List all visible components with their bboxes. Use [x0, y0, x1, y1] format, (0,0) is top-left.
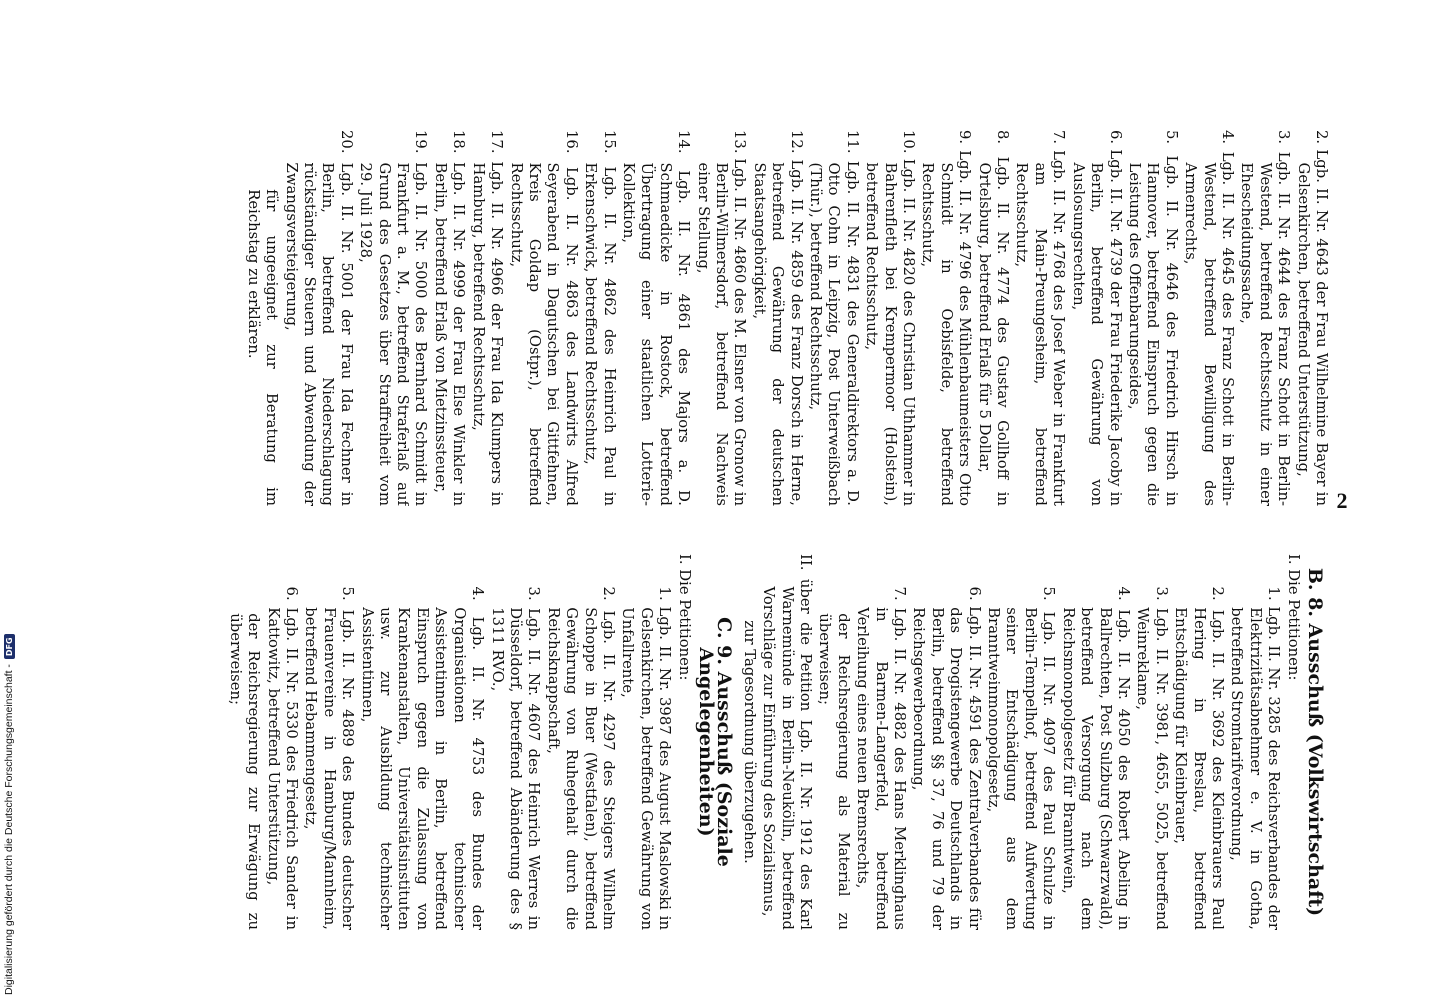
document-page — [110, 130, 1330, 930]
section-heading: C. 9. Ausschuß (Soziale Angelegenheiten) — [695, 617, 736, 867]
closing-text: der Reichsregierung zur Erwägung zu überweisen; — [226, 613, 263, 930]
list-item: 2. Lgb. II. Nr. 3692 des Kleinbrauers Paul Hering in Breslau, betreffend Entschädigung für Kleinbrauer, — [1172, 586, 1226, 930]
section-heading: B. 8. Ausschuß (Volkswirtschaft) — [1304, 567, 1326, 917]
list-item: 4. Lgb. II. Nr. 4645 des Franz Schott in Berlin-Westend, betreffend Bewilligung des Armenrechts, — [1182, 130, 1236, 506]
list-item: 20. Lgb. II. Nr. 5001 der Frau Ida Fechner in Berlin, betreffend Niederschlagung rückständiger Steuern und Abwendung der Zwangsversteigerung, — [282, 130, 355, 506]
list-item: 13. Lgb. II. Nr. 4860 des M. Elsner von Gronow in Berlin-Wilmersdorf, betreffend Nachweis einer Stellung, — [694, 130, 749, 506]
list-item: 11. Lgb. II. Nr. 4831 des Generaldirektors a. D. Otto Cohn in Leipzig, Post Unterweißbach (Thür.), betreffend Rechtsschutz, — [807, 130, 861, 506]
dfg-logo: DFG — [4, 634, 15, 659]
list-item: 1. Lgb. II. Nr. 3987 des August Maslowski in Gelsenkirchen, betreffend Gewährung von Unfallrente, — [619, 586, 674, 930]
list-item: 2. Lgb. II. Nr. 4643 der Frau Wilhelmine Bayer in Gelsenkirchen, betreffend Unterstützung, — [1294, 130, 1330, 506]
list-item: 6. Lgb. II. Nr. 4739 der Frau Friederike Jacoby in Berlin, betreffend Gewährung von Auslosungsrechten, — [1069, 130, 1124, 506]
list-item: 14. Lgb. II. Nr. 4861 des Majors a. D. Schmaedicke in Rostock, betreffend Übertragung einer staatlichen Lotterie-Kollektion, — [619, 130, 693, 506]
list-item: 2. Lgb. II. Nr. 4297 des Steigers Wilhelm Schoppe in Buer (Westfalen), betreffend Gewährung von Ruhegehalt durch die Reichsknappschaft, — [544, 586, 617, 930]
list-item: 9. Lgb. II. Nr. 4796 des Mühlenbaumeisters Otto Schmidt in Oebisfelde, betreffend Rechtsschutz, — [919, 130, 974, 506]
section-intro: I. Die Petitionen: — [1284, 554, 1302, 681]
list-item: 17. Lgb. II. Nr. 4966 der Frau Ida Klumpers in Hamburg, betreffend Rechtsschutz, — [469, 130, 506, 506]
list-item: 6. Lgb. II. Nr. 5330 des Friedrich Sander in Kattowitz, betreffend Unterstützung, — [264, 586, 301, 930]
list-item: 5. Lgb. II. Nr. 4889 des Bundes deutscher Frauenvereine in Hamburg/Mannheim, betreffend Hebammengesetz, — [302, 586, 357, 930]
list-item: 3. Lgb. II. Nr. 3981, 4655, 5025, betreffend Weinreklame, — [1134, 586, 1170, 930]
list-item: 7. Lgb. II. Nr. 4882 des Hans Merklinghaus in Barmen-Langerfeld, betreffend Verleihung eines neuen Bremsrechts, — [854, 586, 909, 930]
list-item: 15. Lgb. II. Nr. 4862 des Heinrich Paul in Erkenschwick, betreffend Rechtsschutz, — [582, 130, 618, 506]
list-item: 5. Lgb. II. Nr. 4097 des Paul Schulze in Berlin-Tempelhof, betreffend Aufwertung seiner Entschädigung aus dem Branntweinmonopolgesetz, — [985, 586, 1058, 930]
page-number: 2 — [1336, 488, 1348, 513]
list-item: 4. Lgb. II. Nr. 4753 des Bundes der Organisationen technischer Assistentinnen in Berlin, betreffend Einspruch gegen die Zulassung von Krankenanstalten, Universitätsinstituten usw. zur Ausbildung technischer Assistentinnen, — [358, 586, 487, 930]
list-item: 8. Lgb. II. Nr. 4774 des Gustav Gollhoff in Ortelsburg, betreffend Erlaß für 5 Dollar, — [975, 130, 1012, 506]
list-item: 16. Lgb. II. Nr. 4863 des Landwirts Alfred Seyerabend in Dagutschen bei Gittfehnen, Kreis Goldap (Ostpr.), betreffend Rechtsschutz, — [507, 130, 580, 506]
list-item: 3. Lgb. II. Nr. 4644 des Franz Schott in Berlin-Westend, betreffend Rechtsschutz in einer Ehescheidungssache, — [1238, 130, 1293, 506]
footer-credit: Digitalisierung gefördert durch die Deutsche Forschungsgemeinschaft - — [3, 664, 15, 995]
agenda-text: zur Tagesordnung überzugehen. — [740, 620, 758, 864]
list-item: 5. Lgb. II. Nr. 4646 des Friedrich Hirsch in Hannover, betreffend Einspruch gegen die Leistung des Offenbarungseides, — [1125, 130, 1180, 506]
material-text: der Reichsregierung als Material zu überweisen; — [816, 613, 852, 930]
closing-text: für ungeeignet zur Beratung im Reichstag zu erklären. — [244, 189, 281, 506]
section-part2: II. über die Petition Lgb. II. Nr. 1912 des Karl Warnemünde in Berlin-Neukölln, betreffend Vorschläge zur Einführung des Sozialismus, — [760, 554, 815, 930]
list-item: 10. Lgb. II. Nr. 4820 des Christian Uthhammer in Bahrenfleth bei Krempermoor (Holstein), betreffend Rechtsschutz, — [863, 130, 918, 506]
list-item: 12. Lgb. II. Nr. 4859 des Franz Dorsch in Herne, betreffend Gewährung der deutschen Staatsangehörigkeit, — [750, 130, 805, 506]
left-column — [110, 130, 1330, 506]
digitization-footer — [3, 10, 21, 995]
list-item: 19. Lgb. II. Nr. 5000 des Bernhard Schmidt in Frankfurt a. M., betreffend Straferlaß auf Grund des Gesetzes über Straffreiheit vom 29. Juli 1928, — [357, 130, 430, 506]
list-item: 1. Lgb. II. Nr. 3285 des Reichsverbandes der Elektrizitätsabnehmer e. V. in Gotha, betreffend Stromtarifverordnung, — [1228, 586, 1283, 930]
list-item: 3. Lgb. II. Nr. 4607 des Heinrich Werres in Düsseldorf, betreffend Abänderung des § 1311 RVO., — [488, 586, 543, 930]
list-item: 4. Lgb. II. Nr. 4050 des Robert Abeling in Ballrechten, Post Sulzburg (Schwarzwald), betreffend Versorgung nach dem Reichsmonopolgesetz für Branntwein, — [1059, 586, 1132, 930]
right-column — [110, 554, 1330, 930]
list-item: 6. Lgb. II. Nr. 4591 des Zentralverbandes für das Drogistengewerbe Deutschlands in Berlin, betreffend §§ 37, 76 und 79 der Reichsgewerbeordnung, — [910, 586, 983, 930]
list-item: 7. Lgb. II. Nr. 4768 des Josef Weber in Frankfurt am Main-Preungesheim, betreffend Rechtsschutz, — [1013, 130, 1068, 506]
section-intro: I. Die Petitionen: — [675, 554, 693, 681]
list-item: 18. Lgb. II. Nr. 4999 der Frau Else Winkler in Berlin, betreffend Erlaß von Mietzinssteuer, — [431, 130, 468, 506]
